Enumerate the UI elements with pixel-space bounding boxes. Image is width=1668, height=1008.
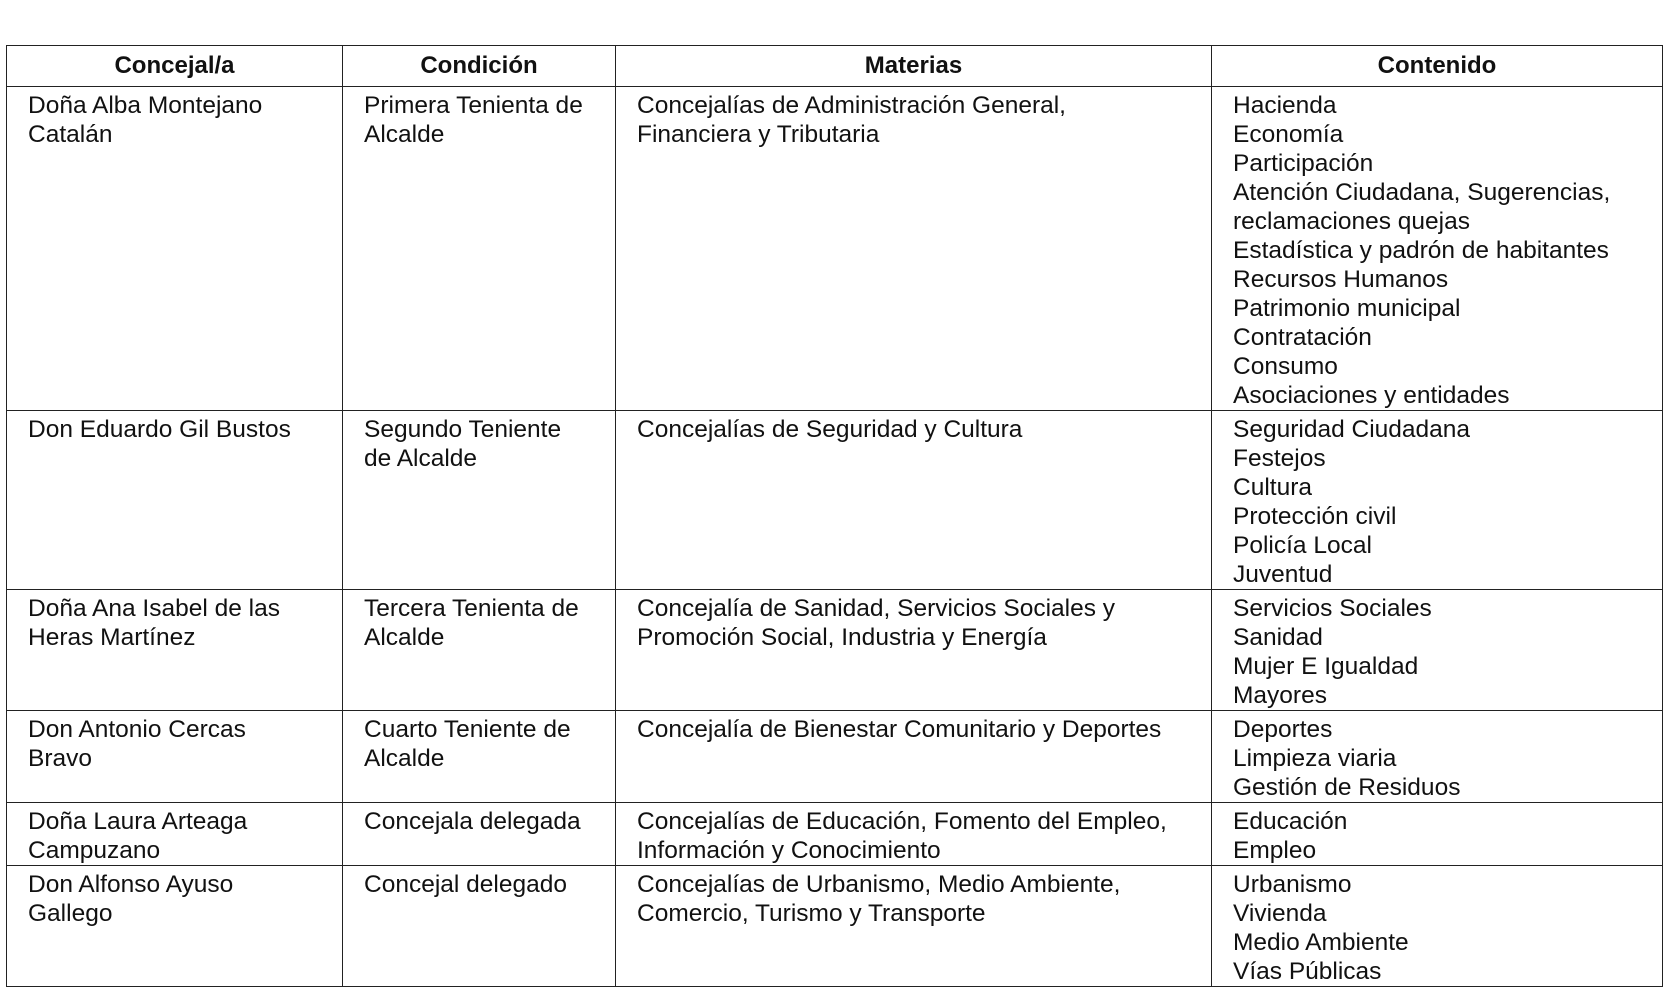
materias-line: Concejalías de Urbanismo, Medio Ambiente, [637,871,1121,898]
table-row [7,590,1663,711]
contenido-line: Festejos [1233,445,1326,472]
cell-concejal [7,866,343,987]
condicion-line: de Alcalde [364,445,478,472]
materias-line: Concejalía de Bienestar Comunitario y Deportes [637,716,1162,743]
concejal-line: Doña Alba Montejano [28,92,263,119]
materias-line: Concejalías de Administración General, [637,92,1066,119]
condicion-line: Tercera Tenienta de [364,595,579,622]
concejal-line: Catalán [28,121,113,148]
concejal-line: Doña Laura Arteaga [28,808,248,835]
contenido-line: Asociaciones y entidades [1233,382,1510,409]
condicion-line: Concejala delegada [364,808,581,835]
cell-contenido [1212,711,1663,803]
table-row [7,866,1663,987]
cell-concejal [7,803,343,866]
cell-materias [616,590,1212,711]
header-condicion: Condición [343,46,616,87]
contenido-line: Policía Local [1233,532,1372,559]
condicion-line: Alcalde [364,745,445,772]
materias-line: Concejalía de Sanidad, Servicios Sociales y [637,595,1116,622]
materias-line: Comercio, Turismo y Transporte [637,900,986,927]
cell-condicion [343,866,616,987]
concejal-line: Don Antonio Cercas [28,716,246,743]
concejal-line: Don Alfonso Ayuso [28,871,234,898]
contenido-line: Educación [1233,808,1348,835]
condicion-line: Alcalde [364,121,445,148]
cell-contenido [1212,87,1663,411]
concejal-line: Doña Ana Isabel de las [28,595,280,622]
cell-contenido [1212,411,1663,590]
contenido-line: Protección civil [1233,503,1397,530]
contenido-line: Limpieza viaria [1233,745,1397,772]
condicion-line: Segundo Teniente [364,416,562,443]
contenido-line: reclamaciones quejas [1233,208,1470,235]
cell-concejal [7,87,343,411]
contenido-line: Mujer E Igualdad [1233,653,1419,680]
materias-line: Concejalías de Seguridad y Cultura [637,416,1023,443]
concejal-line: Campuzano [28,837,161,864]
cell-concejal [7,590,343,711]
cell-condicion [343,411,616,590]
contenido-line: Consumo [1233,353,1338,380]
cell-concejal [7,411,343,590]
header-concejal: Concejal/a [7,46,343,87]
contenido-line: Gestión de Residuos [1233,774,1461,801]
contenido-line: Urbanismo [1233,871,1352,898]
contenido-line: Patrimonio municipal [1233,295,1461,322]
cell-contenido [1212,866,1663,987]
contenido-line: Vías Públicas [1233,958,1382,985]
condicion-line: Primera Tenienta de [364,92,583,119]
cell-condicion [343,87,616,411]
table-header [7,46,1663,87]
table-body [7,87,1663,987]
condicion-line: Concejal delegado [364,871,567,898]
materias-line: Financiera y Tributaria [637,121,880,148]
concejal-line: Bravo [28,745,93,772]
table-row [7,87,1663,411]
cell-condicion [343,590,616,711]
cell-condicion [343,711,616,803]
condicion-line: Alcalde [364,624,445,651]
contenido-line: Seguridad Ciudadana [1233,416,1471,443]
contenido-line: Estadística y padrón de habitantes [1233,237,1609,264]
header-row [7,46,1663,87]
materias-line: Concejalías de Educación, Fomento del Empleo, [637,808,1167,835]
contenido-line: Recursos Humanos [1233,266,1449,293]
cell-concejal [7,711,343,803]
concejal-line: Heras Martínez [28,624,196,651]
contenido-line: Contratación [1233,324,1372,351]
contenido-line: Empleo [1233,837,1317,864]
header-materias: Materias [616,46,1212,87]
table-row [7,803,1663,866]
cell-condicion [343,803,616,866]
header-contenido: Contenido [1212,46,1663,87]
contenido-line: Participación [1233,150,1374,177]
cell-materias [616,411,1212,590]
condicion-line: Cuarto Teniente de [364,716,571,743]
materias-line: Información y Conocimiento [637,837,941,864]
contenido-line: Mayores [1233,682,1327,709]
contenido-line: Juventud [1233,561,1333,588]
contenido-line: Deportes [1233,716,1333,743]
contenido-line: Hacienda [1233,92,1337,119]
contenido-line: Atención Ciudadana, Sugerencias, [1233,179,1611,206]
contenido-line: Economía [1233,121,1344,148]
materias-line: Promoción Social, Industria y Energía [637,624,1047,651]
concejal-line: Don Eduardo Gil Bustos [28,416,291,443]
cell-materias [616,711,1212,803]
concejal-line: Gallego [28,900,113,927]
contenido-line: Medio Ambiente [1233,929,1409,956]
cell-materias [616,866,1212,987]
contenido-line: Vivienda [1233,900,1327,927]
contenido-line: Sanidad [1233,624,1323,651]
cell-materias [616,87,1212,411]
cell-contenido [1212,590,1663,711]
contenido-line: Servicios Sociales [1233,595,1432,622]
table-row [7,711,1663,803]
cell-contenido [1212,803,1663,866]
cell-materias [616,803,1212,866]
delegations-table [6,45,1663,987]
contenido-line: Cultura [1233,474,1312,501]
table-row [7,411,1663,590]
